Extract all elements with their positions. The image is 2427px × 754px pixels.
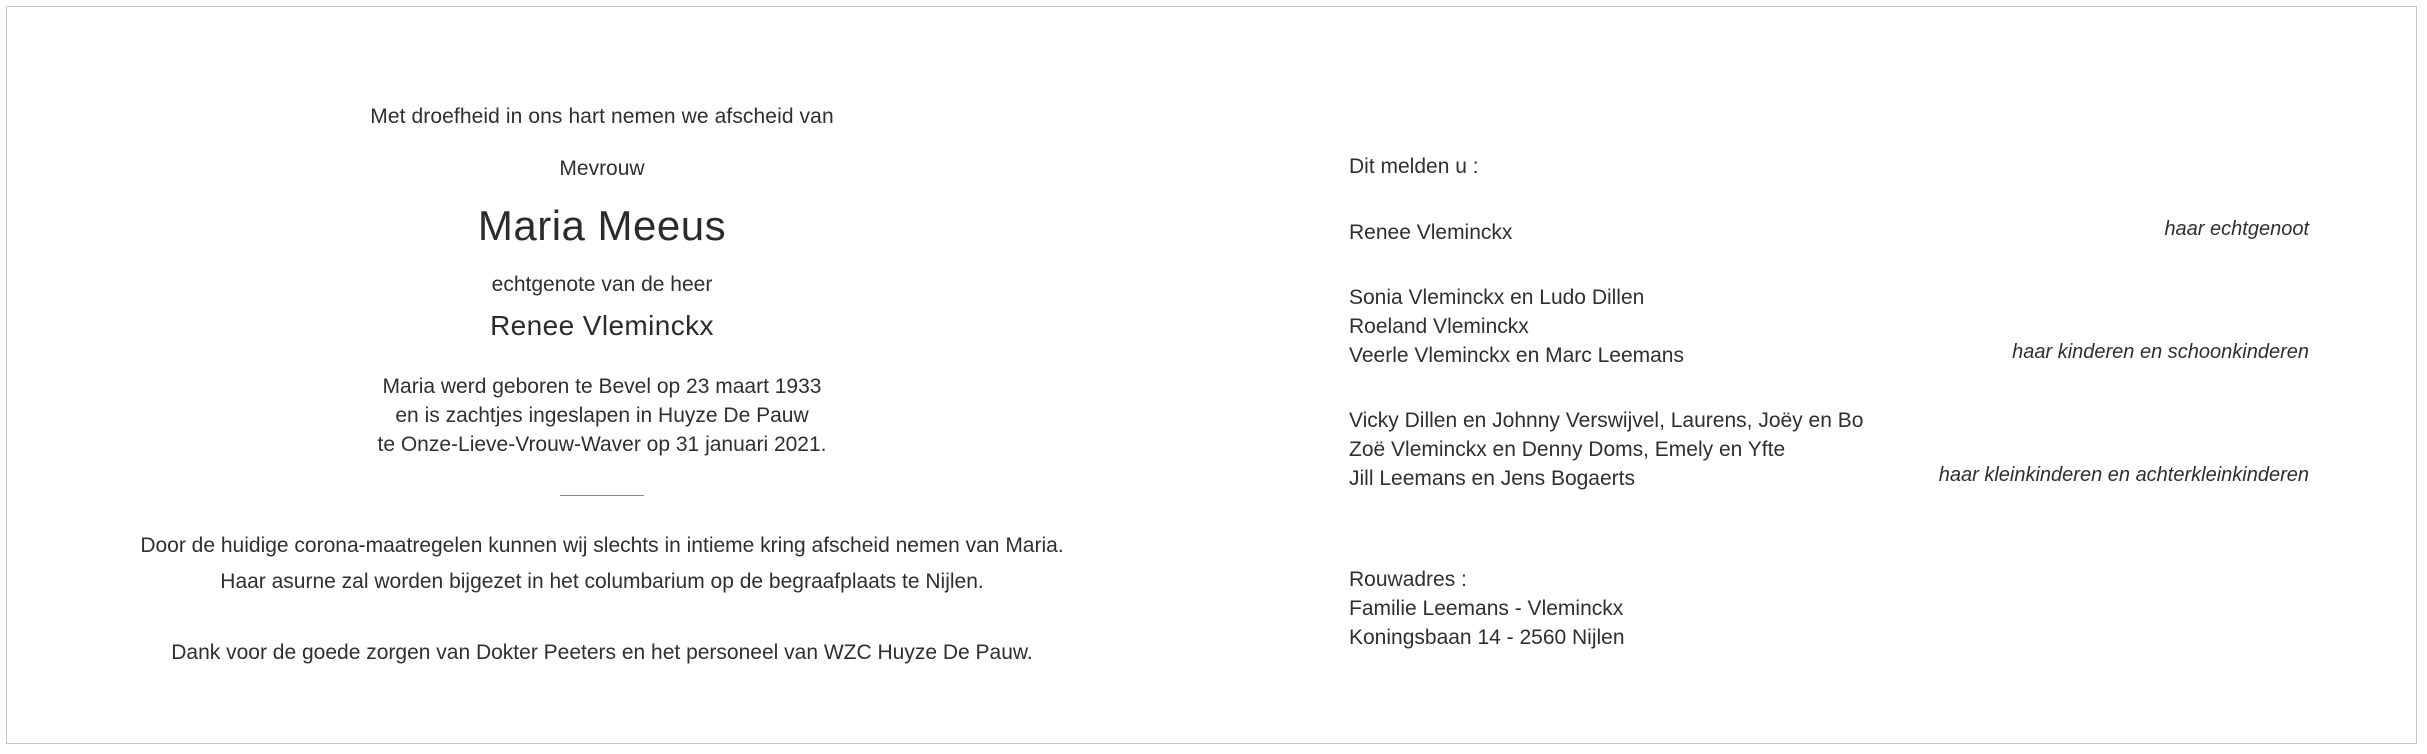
relative-name: Roeland Vleminckx xyxy=(1349,315,1529,338)
deceased-name: Maria Meeus xyxy=(477,202,727,249)
relative-name: Sonia Vleminckx en Ludo Dillen xyxy=(1349,286,1645,309)
address-street: Koningsbaan 14 - 2560 Nijlen xyxy=(1349,626,1625,649)
relation-label-spouse: haar echtgenoot xyxy=(2164,218,2309,240)
right-column xyxy=(1349,152,2309,652)
birth-line-2: en is zachtjes ingeslapen in Huyze De Pauw xyxy=(395,404,809,427)
intro-text: Met droefheid in ons hart nemen we afscheid van xyxy=(370,105,834,128)
birth-death-block xyxy=(117,372,1087,459)
address-family: Familie Leemans - Vleminckx xyxy=(1349,597,1624,620)
birth-line-1: Maria werd geboren te Bevel op 23 maart 1933 xyxy=(382,375,822,398)
address-label: Rouwadres : xyxy=(1349,568,1467,591)
birth-line-3: te Onze-Lieve-Vrouw-Waver op 31 januari 2021. xyxy=(377,433,827,456)
divider-rule xyxy=(560,495,644,496)
spouse-label: echtgenote van de heer xyxy=(491,273,713,296)
relative-name: Veerle Vleminckx en Marc Leemans xyxy=(1349,344,1684,367)
announce-label: Dit melden u : xyxy=(1349,155,1479,178)
mourning-address-block xyxy=(1349,565,2309,652)
notice-line-1: Door de huidige corona-maatregelen kunnen wij slechts in intieme kring afscheid nemen van Maria. xyxy=(140,534,1064,557)
relation-label-children: haar kinderen en schoonkinderen xyxy=(2012,341,2309,363)
relatives-group-grandchildren xyxy=(1349,406,2309,493)
relatives-group-spouse xyxy=(1349,218,2309,247)
relatives-group-children xyxy=(1349,283,2309,370)
relative-name: Renee Vleminckx xyxy=(1349,221,1513,244)
left-column xyxy=(117,102,1087,668)
relation-label-grandchildren: haar kleinkinderen en achterkleinkinderen xyxy=(1938,464,2309,486)
relative-name: Zoë Vleminckx en Denny Doms, Emely en Yfte xyxy=(1349,438,1786,461)
relative-name: Vicky Dillen en Johnny Verswijvel, Laurens, Joëy en Bo xyxy=(1349,409,1864,432)
relative-name: Jill Leemans en Jens Bogaerts xyxy=(1349,467,1635,490)
thanks-text: Dank voor de goede zorgen van Dokter Peeters en het personeel van WZC Huyze De Pauw. xyxy=(171,641,1033,664)
notice-block xyxy=(117,528,1087,600)
spouse-name: Renee Vleminckx xyxy=(490,310,714,341)
title-prefix: Mevrouw xyxy=(559,157,645,180)
memorial-card xyxy=(6,6,2417,744)
memorial-page xyxy=(7,7,2416,743)
notice-line-2: Haar asurne zal worden bijgezet in het columbarium op de begraafplaats te Nijlen. xyxy=(220,570,984,593)
